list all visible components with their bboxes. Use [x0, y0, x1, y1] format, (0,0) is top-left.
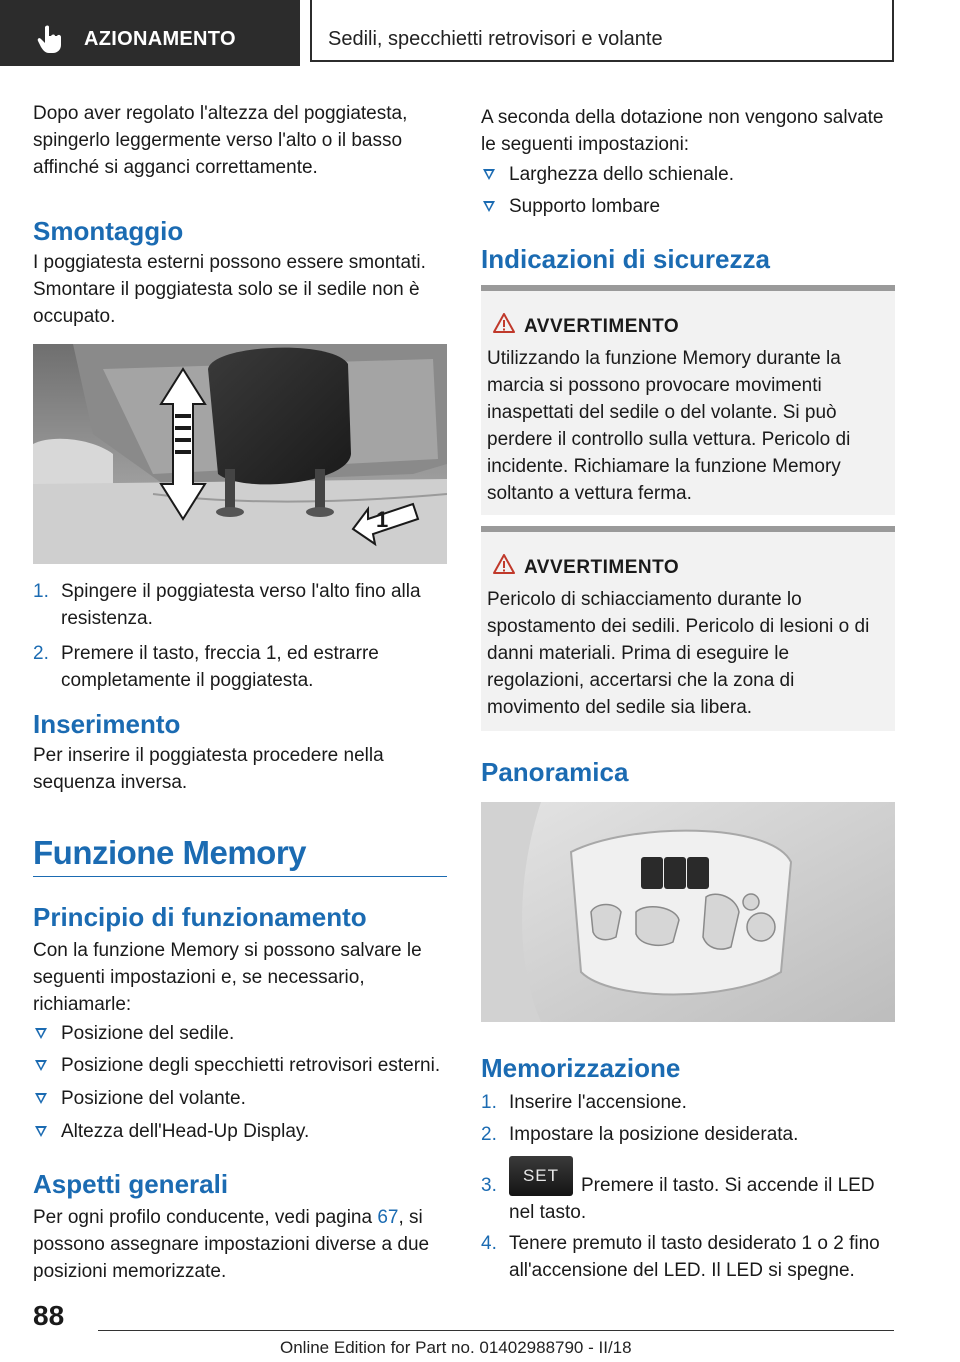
footer-rule [98, 1330, 894, 1331]
intro-paragraph-right: A seconda della dotazione non vengono salvate le seguenti impostazioni: [481, 107, 884, 155]
heading-rule [33, 876, 447, 877]
triangle-bullet-icon [35, 1093, 47, 1104]
memorizzazione-heading: Memorizzazione [481, 1053, 681, 1083]
section-title: Sedili, specchietti retrovisori e volante [328, 28, 663, 50]
triangle-bullet-icon [483, 169, 495, 180]
inserimento-paragraph: Per inserire il poggiatesta procedere nella sequenza inversa. [33, 745, 384, 793]
panoramica-heading: Panoramica [481, 757, 629, 787]
warning-box [481, 285, 895, 515]
sicurezza-heading: Indicazioni di sicurezza [481, 244, 770, 274]
headrest-illustration [33, 344, 447, 564]
warning-title: AVVERTIMENTO [524, 316, 680, 337]
page-number: 88 [33, 1300, 65, 1331]
seat-controls-figure [481, 802, 895, 1022]
smontaggio-paragraph: I poggiatesta esterni possono essere smontati. Smontare il poggiatesta solo se il sedile non è occupato. [33, 252, 426, 327]
principio-paragraph: Con la funzione Memory si possono salvare le seguenti impostazioni e, se necessario, richiamarle: [33, 940, 422, 1015]
chapter-tab[interactable] [0, 0, 300, 66]
memory-heading: Funzione Memory [33, 834, 307, 871]
list-item: 3. SET Premere il tasto. Si accende il LED nel tasto. [481, 1172, 895, 1232]
chapter-title: AZIONAMENTO [84, 28, 236, 50]
set-button[interactable]: SET [509, 1156, 573, 1196]
warning-triangle-icon [493, 313, 515, 333]
principio-heading: Principio di funzionamento [33, 902, 367, 932]
triangle-bullet-icon [35, 1060, 47, 1071]
smontaggio-heading: Smontaggio [33, 216, 184, 246]
footer-edition: Online Edition for Part no. 01402988790 - II/18 [280, 1338, 632, 1357]
aspetti-paragraph: Per ogni profilo conducente, vedi pagina 67, si possono assegnare impostazioni diverse a due posizioni memorizzate. [33, 1207, 430, 1282]
inserimento-heading: Inserimento [33, 709, 181, 739]
seat-controls-illustration [481, 802, 895, 1022]
page-link[interactable]: 67 [377, 1207, 399, 1228]
triangle-bullet-icon [35, 1028, 47, 1039]
triangle-bullet-icon [35, 1126, 47, 1137]
warning-box [481, 526, 895, 731]
figure-callout-1: 1 [376, 507, 389, 532]
hand-pointer-icon [36, 24, 66, 54]
warning-text: Pericolo di schiacciamento durante lo spostamento dei sedili. Pericolo di lesioni o di danni materiali. Prima di eseguire le regolazioni, accertarsi che la zona di movimento del sedile sia libera. [487, 589, 870, 718]
intro-paragraph: Dopo aver regolato l'altezza del poggiatesta, spingerlo leggermente verso l'alto o il basso affinché si agganci correttamente. [33, 103, 408, 178]
headrest-figure [33, 344, 447, 564]
warning-text: Utilizzando la funzione Memory durante la marcia si possono provocare movimenti inaspettati del sedile o del volante. Si può perdere il controllo sulla vettura. Pericolo di incidente. Richiamare la funzione Memory soltanto a vettura ferma. [487, 348, 851, 504]
warning-triangle-icon [493, 554, 515, 574]
aspetti-heading: Aspetti generali [33, 1169, 229, 1199]
triangle-bullet-icon [483, 201, 495, 212]
warning-title: AVVERTIMENTO [524, 557, 680, 578]
section-tab[interactable] [310, 0, 894, 62]
